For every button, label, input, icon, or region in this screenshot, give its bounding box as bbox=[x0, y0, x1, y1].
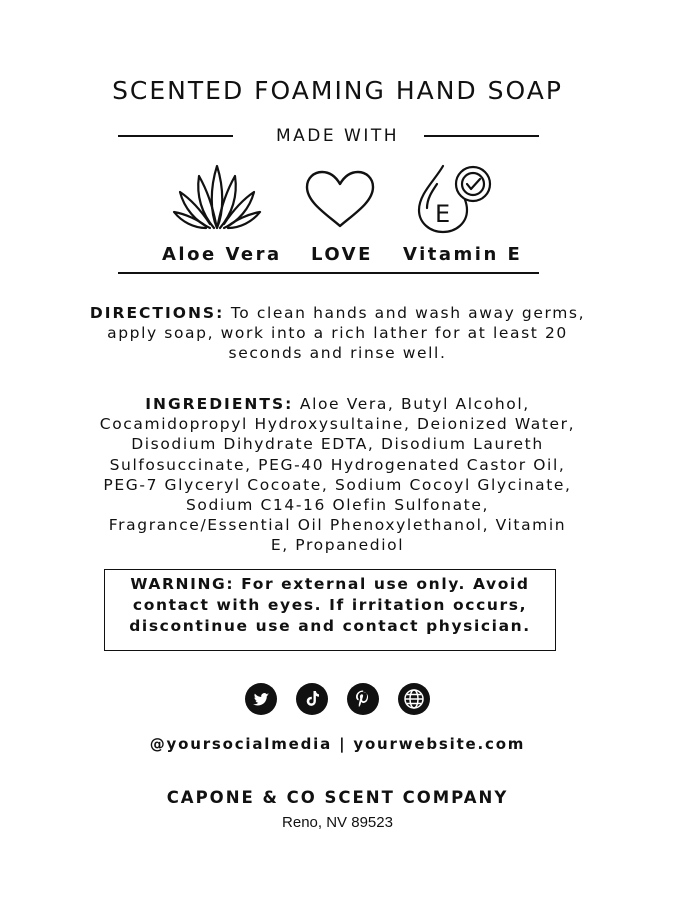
ingredients-text: PEG-7 Glyceryl Cocoate, Sodium Cocoyl Glycinate, bbox=[103, 475, 572, 494]
made-with-label-love: LOVE bbox=[311, 244, 373, 265]
warning-line: WARNING: For external use only. Avoid bbox=[130, 575, 530, 593]
made-with-right-divider bbox=[424, 135, 539, 137]
social-icons-row bbox=[0, 683, 675, 719]
warning-line: contact with eyes. If irritation occurs, bbox=[132, 596, 528, 614]
ingredients-text: Cocamidopropyl Hydroxysultaine, Deionized Water, bbox=[99, 415, 576, 434]
social-handle-and-website[interactable]: @yoursocialmedia | yourwebsite.com bbox=[149, 735, 526, 753]
warning-text bbox=[104, 574, 556, 637]
ingredients-text: Fragrance/Essential Oil Phenoxylethanol, Vitamin bbox=[108, 516, 567, 535]
vitamin-e-icon bbox=[413, 162, 495, 234]
ingredients-text: Disodium Dihydrate EDTA, Disodium Laureth bbox=[131, 435, 544, 454]
ingredients-text: E, Propanediol bbox=[270, 536, 405, 555]
product-title: SCENTED FOAMING HAND SOAP bbox=[112, 76, 563, 105]
tiktok-icon[interactable] bbox=[296, 683, 328, 715]
twitter-icon[interactable] bbox=[245, 683, 277, 715]
made-with-bottom-divider bbox=[118, 272, 539, 274]
ingredients-heading: INGREDIENTS: bbox=[145, 395, 294, 413]
heart-icon bbox=[304, 170, 376, 230]
ingredients-text: Sodium C14-16 Olefin Sulfonate, bbox=[185, 496, 490, 515]
ingredients-text: Aloe Vera, Butyl Alcohol, bbox=[299, 395, 530, 413]
company-name: CAPONE & CO SCENT COMPANY bbox=[166, 788, 509, 807]
warning-line: discontinue use and contact physician. bbox=[129, 617, 531, 635]
directions-text: To clean hands and wash away germs, bbox=[230, 304, 586, 322]
directions-text: seconds and rinse well. bbox=[228, 344, 447, 363]
ingredients-text: Sulfosuccinate, PEG-40 Hydrogenated Castor Oil, bbox=[109, 455, 566, 474]
directions-block bbox=[0, 303, 675, 364]
company-address: Reno, NV 89523 bbox=[282, 814, 393, 831]
ingredients-block bbox=[0, 394, 675, 556]
directions-heading: DIRECTIONS: bbox=[89, 304, 225, 322]
globe-icon[interactable] bbox=[398, 683, 430, 715]
svg-text:E: E bbox=[435, 200, 451, 228]
made-with-heading: MADE WITH bbox=[275, 126, 400, 146]
pinterest-icon[interactable] bbox=[347, 683, 379, 715]
made-with-label-aloe: Aloe Vera bbox=[162, 244, 282, 265]
made-with-label-vitamin-e: Vitamin E bbox=[403, 244, 523, 265]
directions-text: apply soap, work into a rich lather for at least 20 bbox=[107, 324, 568, 343]
aloe-vera-icon bbox=[172, 162, 262, 232]
